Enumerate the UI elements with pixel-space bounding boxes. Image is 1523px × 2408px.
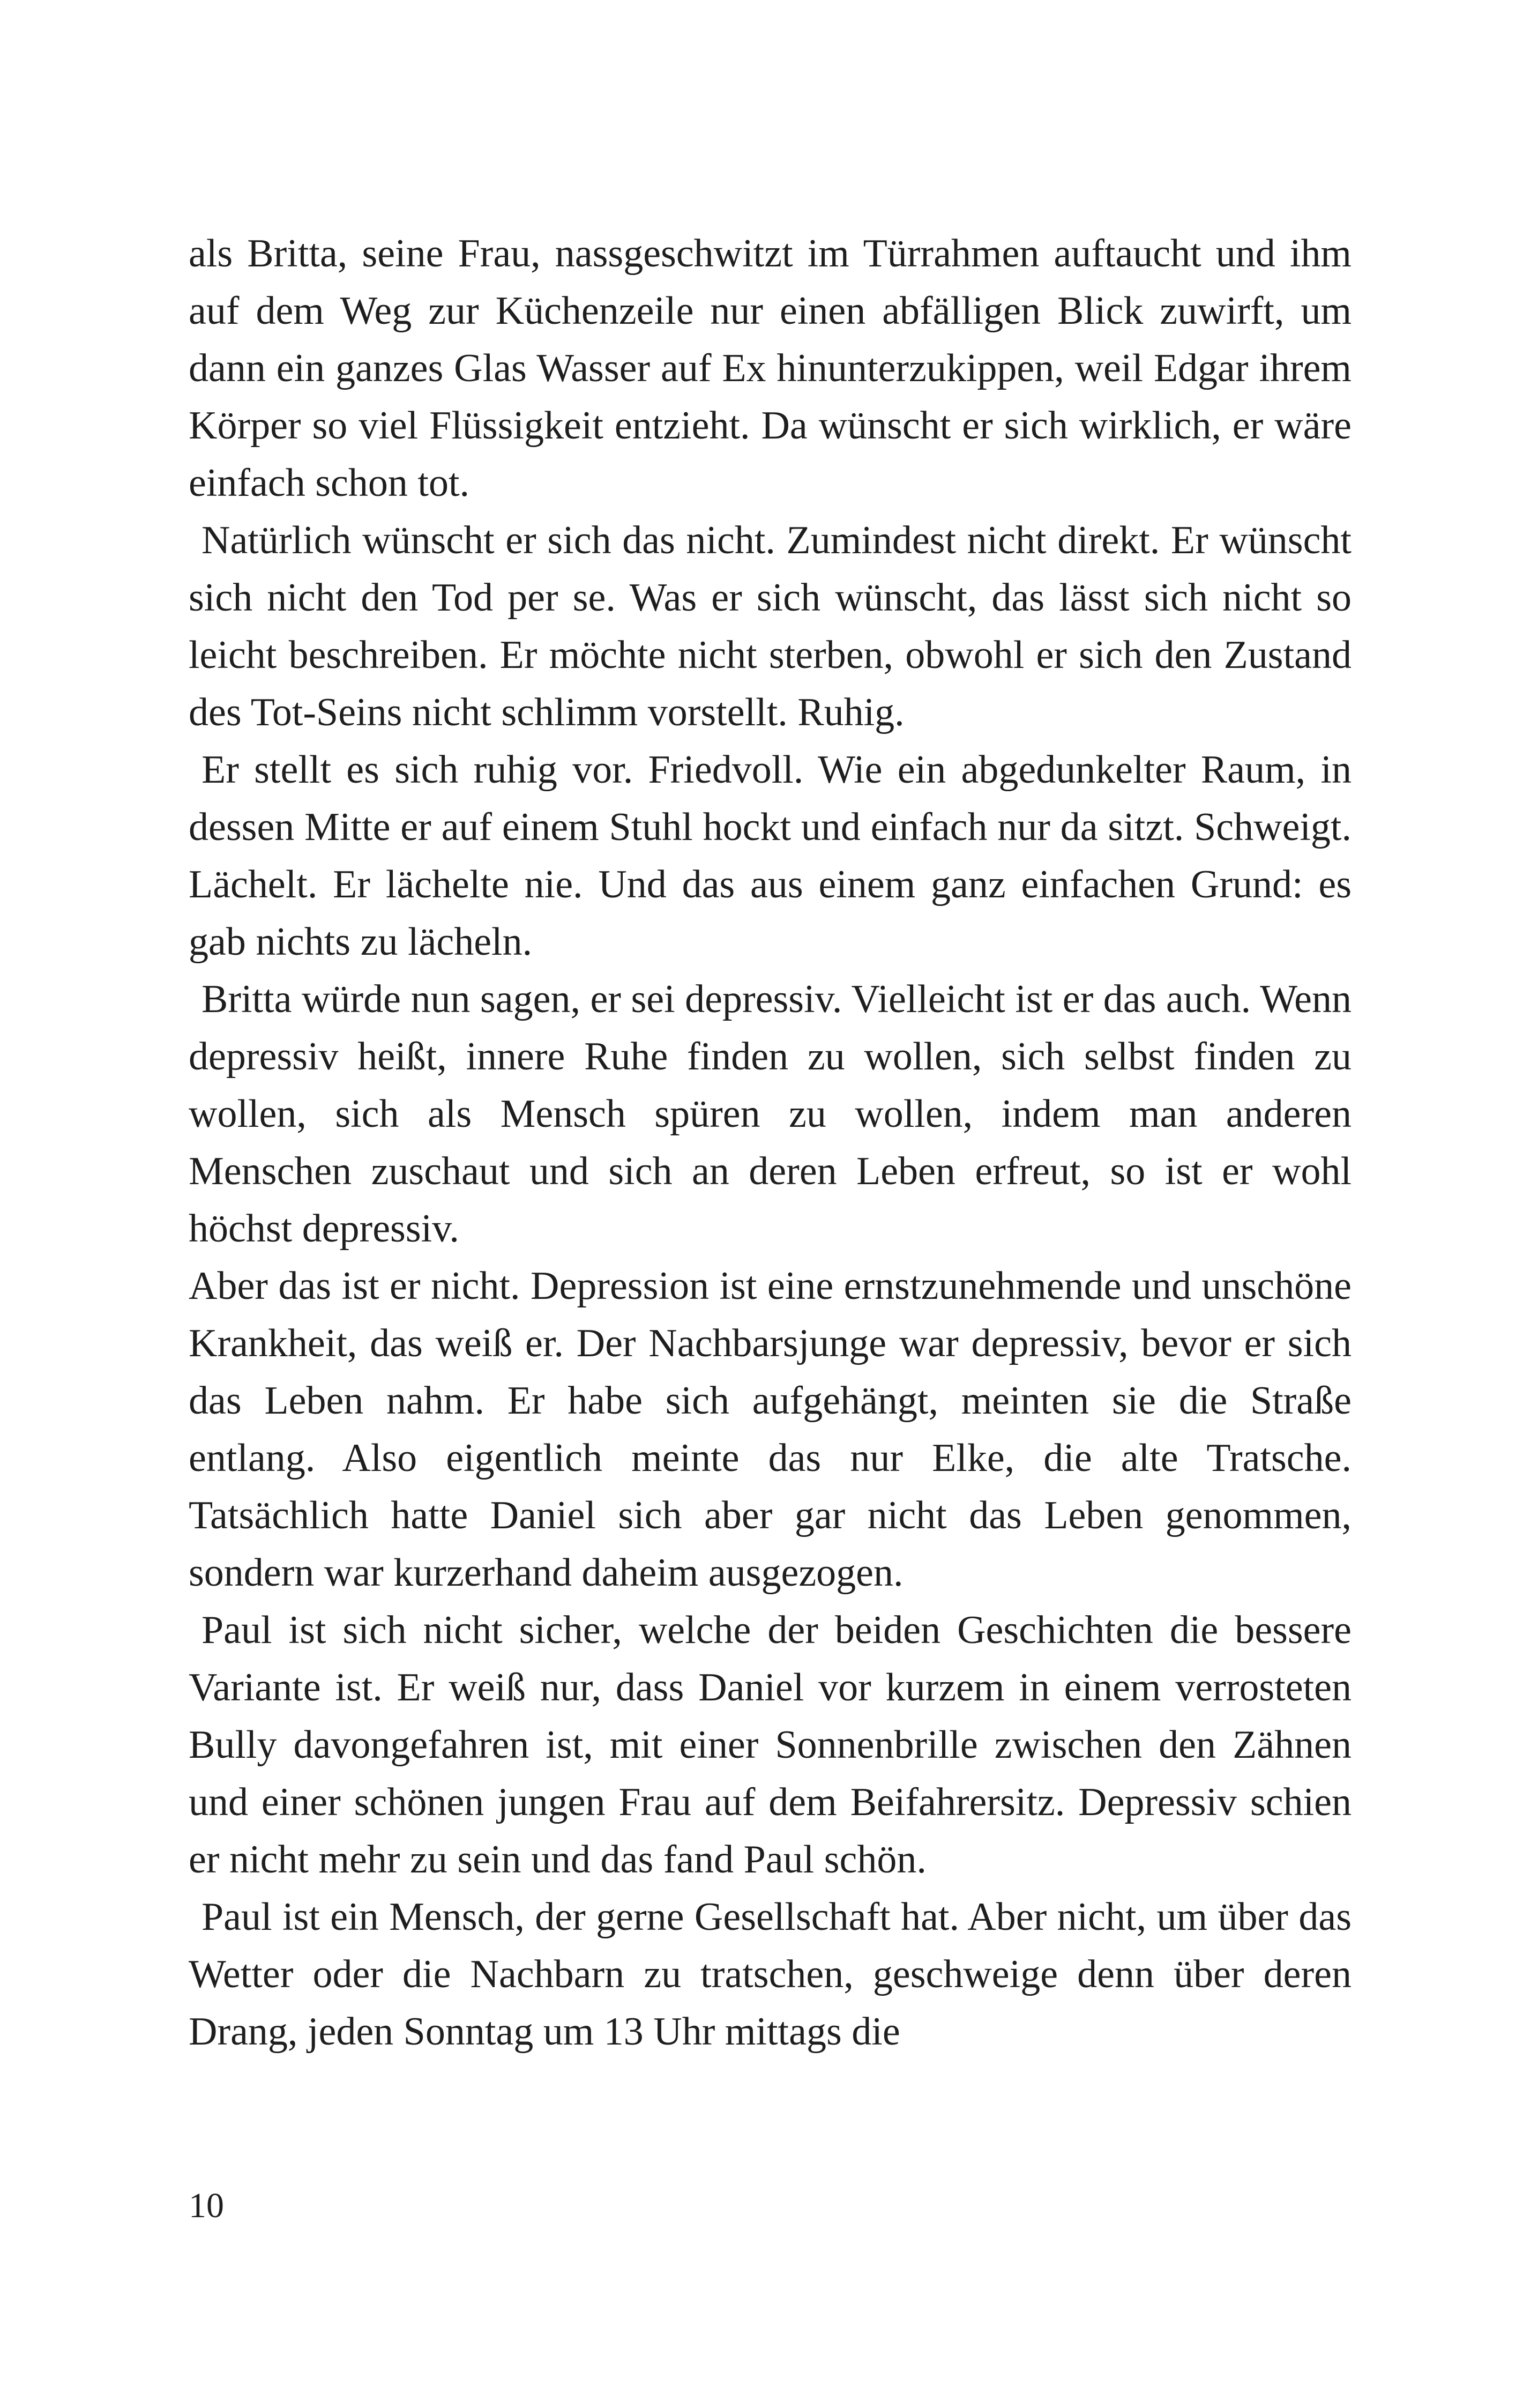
body-text [189, 225, 1352, 2061]
page-number: 10 [189, 2186, 224, 2225]
paragraph-2: Natürlich wünscht er sich das nicht. Zumindest nicht direkt. Er wünscht sich nicht den Tod per se. Was er sich wünscht, das lässt sich nicht so leicht beschreiben. Er möchte nicht sterben, obwohl er sich den Zustand des Tot-Seins nicht schlimm vorstellt. Ruhig. [189, 518, 1352, 734]
paragraph-6: Paul ist sich nicht sicher, welche der beiden Geschichten die bessere Variante ist. Er weiß nur, dass Daniel vor kurzem in einem verrosteten Bully davongefahren ist, mit einer Sonnenbrille zwischen den Zähnen und einer schönen jungen Frau auf dem Beifahrersitz. Depressiv schien er nicht mehr zu sein und das fand Paul schön. [189, 1608, 1352, 1882]
paragraph-7: Paul ist ein Mensch, der gerne Gesellschaft hat. Aber nicht, um über das Wetter oder die Nachbarn zu tratschen, geschweige denn über deren Drang, jeden Sonntag um 13 Uhr mittags die [189, 1895, 1352, 2054]
paragraph-3: Er stellt es sich ruhig vor. Friedvoll. Wie ein abgedunkelter Raum, in dessen Mitte er auf einem Stuhl hockt und einfach nur da sitzt. Schweigt. Lächelt. Er lächelte nie. Und das aus einem ganz einfachen Grund: es gab nichts zu lächeln. [189, 748, 1352, 964]
paragraph-4: Britta würde nun sagen, er sei depressiv. Vielleicht ist er das auch. Wenn depressiv heißt, innere Ruhe finden zu wollen, sich selbst finden zu wollen, sich als Mensch spüren zu wollen, indem man anderen Menschen zuschaut und sich an deren Leben erfreut, so ist er wohl höchst depressiv. [189, 977, 1352, 1251]
paragraph-5: Aber das ist er nicht. Depression ist eine ernstzunehmende und unschöne Krankheit, das weiß er. Der Nachbarsjunge war depressiv, bevor er sich das Leben nahm. Er habe sich aufgehängt, meinten sie die Straße entlang. Also eigentlich meinte das nur Elke, die alte Tratsche. Tatsächlich hatte Daniel sich aber gar nicht das Leben genommen, sondern war kurzerhand daheim ausgezogen. [189, 1264, 1352, 1595]
paragraph-1: als Britta, seine Frau, nassgeschwitzt im Türrahmen auftaucht und ihm auf dem Weg zur Küchenzeile nur einen abfälligen Blick zuwirft, um dann ein ganzes Glas Wasser auf Ex hinunterzukippen, weil Edgar ihrem Körper so viel Flüssigkeit entzieht. Da wünscht er sich wirklich, er wäre einfach schon tot. [189, 232, 1352, 505]
